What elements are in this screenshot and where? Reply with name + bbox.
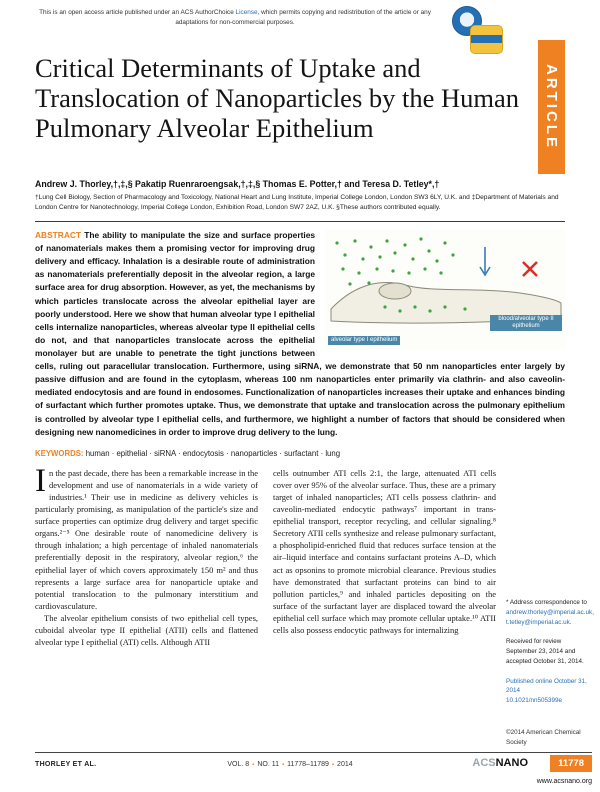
abstract-text: The ability to manipulate the size and surface properties of nanomaterials makes them a promising vector for improving drug delivery and efficacy. Inhalation is a desirable route of administration as nanomaterials preferentially deposit in the alveolar region, a large surface area for drug absorption. However, as yet, the mechanisms by which particles translocate across the alveolar epithelial layer are poorly understood. Here we show that human alveolar type I epithelial cells internalize nanoparticles, whereas alveolar type II epithelial cells do not, and that nanoparticles translocate across the epithelial monolayer but are unable to penetrate the tight junctions between cells, ruling out paracellular translocation. Furthermore, using siRNA, we demonstrate that 50 nm nanoparticles enter largely by passive diffusion and are found in the cytoplasm, whereas 100 nm nanoparticles enter primarily via clathrin- and also caveolin-mediated endocytosis and are found in endosomes. Functionalization of nanoparticles increases their uptake and enhances binding of surfactant which further promotes uptake. Thus, we demonstrate that uptake and translocation across the pulmonary epithelium is controlled by alveolar type I epithelial cells, and furthermore, we highlight a number of factors that should be considered when designing new nanomedicines in order to improve drug delivery to the lung. xyxy=(35,230,565,437)
red-x-icon xyxy=(523,262,537,276)
body-paragraph-1 xyxy=(35,463,258,612)
license-link[interactable]: License xyxy=(235,9,258,16)
authors-line: Andrew J. Thorley,†,‡,§ Pakatip Ruenraroengsak,†,‡,§ Thomas E. Potter,† and Teresa D. Tetley*,† xyxy=(35,179,440,189)
abstract-label: ABSTRACT xyxy=(35,230,82,240)
page-title: Critical Determinants of Uptake and Translocation of Nanoparticles by the Human Pulmonary Alveolar Epithelium xyxy=(35,53,520,143)
keywords-label: KEYWORDS: xyxy=(35,449,84,458)
correspondence-note xyxy=(506,598,593,627)
badge-band xyxy=(471,35,502,43)
body-columns xyxy=(35,463,497,648)
article-banner-label: ARTICLE xyxy=(543,64,560,150)
notice-text-post: , which permits copying and redistribution of the article or any adaptations for non-commercial purposes. xyxy=(175,9,431,26)
separator-icon: ▪ xyxy=(281,762,285,768)
affiliations: †Lung Cell Biology, Section of Pharmacology and Toxicology, National Heart and Lung Institute, Imperial College London, London SW3 6LY, U.K. and ‡Department of Materials and London Centre for Nanotechnology, Imperial College London, Exhibition Road, London SW7 2AZ, U.K. §These authors contributed equally. xyxy=(35,194,559,211)
body-paragraph-1-text: n the past decade, there has been a remarkable increase in the development and use of nanomaterials in a wide variety of industries.¹ Their use in medicine as delivery vehicles is particularly promising, as manipulation of the particle's size and surface properties can optimize drug delivery and target specific organs.²⁻⁵ One desirable route of nanomedicine delivery is through inhalation; a high percentage of inhaled nanomaterials preferentially deposit in the respiratory, alveolar region,⁶ the epithelial layer of which covers approximately 150 m² and thus represents a large surface area for nanoparticle uptake and potential translocation to the pulmonary interstitium and cardiovasculature. xyxy=(35,468,258,611)
acsnano-logo-acs: ACS xyxy=(472,757,496,769)
separator-icon: ▪ xyxy=(331,762,335,768)
copyright-note: ©2014 American Chemical Society xyxy=(506,728,581,746)
alveolar-epithelium-sketch xyxy=(325,229,565,349)
published-note xyxy=(506,677,593,706)
footer-running-authors: THORLEY ET AL. xyxy=(35,761,97,768)
keywords-row xyxy=(35,449,565,458)
abstract-section xyxy=(35,229,565,439)
notice-text-pre: This is an open access article published under an ACS AuthorChoice xyxy=(39,9,236,16)
email-link-2[interactable]: t.tetley@imperial.ac.uk. xyxy=(506,618,572,626)
figure-label-blood: blood/alveolar type II epithelium xyxy=(490,315,562,331)
body-column-right xyxy=(273,467,496,648)
body-column-left xyxy=(35,463,258,648)
article-type-banner xyxy=(538,40,565,174)
footer-issue: NO. 11 xyxy=(257,761,279,768)
email-link-1[interactable]: andrew.thorley@imperial.ac.uk, xyxy=(506,608,594,616)
footer-volume-info xyxy=(165,761,415,768)
cell-nucleus xyxy=(379,283,411,299)
translocation-arrow-icon xyxy=(480,247,490,275)
page-number-badge: 11778 xyxy=(550,755,592,772)
received-note: Received for review September 23, 2014 and accepted October 31, 2014. xyxy=(506,638,584,665)
keywords-text: human · epithelial · siRNA · endocytosis · nanoparticles · surfactant · lung xyxy=(85,449,341,458)
abstract-graphic xyxy=(325,229,565,349)
drop-cap: I xyxy=(35,463,46,499)
website-link[interactable]: www.acsnano.org xyxy=(536,778,592,785)
page-footer xyxy=(35,752,592,777)
acsnano-logo-nano: NANO xyxy=(495,757,528,769)
footer-year: 2014 xyxy=(337,761,353,768)
figure-label-type-i: alveolar type I epithelium xyxy=(328,336,400,345)
abstract-divider xyxy=(35,221,565,222)
published-date: Published online October 31, 2014 xyxy=(506,677,587,695)
body-paragraph-2: The alveolar epithelium consists of two epithelial cell types, cuboidal alveolar type II epithelial (ATII) cells and flattened alveolar type I epithelial (ATI) cells. Although ATII xyxy=(35,612,258,647)
correspondence-label: * Address correspondence to xyxy=(506,599,587,606)
footer-pages: 11778–11789 xyxy=(287,761,329,768)
open-access-badge-icon xyxy=(470,25,503,54)
separator-icon: ▪ xyxy=(252,762,255,768)
doi-link[interactable]: 10.1021/nn505399e xyxy=(506,697,563,704)
acsnano-logo xyxy=(472,757,528,769)
body-paragraph-3: cells outnumber ATI cells 2:1, the large, attenuated ATI cells cover over 95% of the alveolar surface. Thus, these are a primary target of inhaled nanoparticles; ATI cells possess clathrin- and caveolin-mediated endocytic pathways⁷ important in trans-epithelial transport, receptor recycling, and cellular signaling.⁸ Secretory ATII cells synthesize and release pulmonary surfactant, a phospholipid-enriched fluid that reduces surface tension at the air–liquid interface and contains surfactant proteins A–D, which act as opsonins to promote microbial clearance. Previous studies have demonstrated that surfactant proteins can bind to air pollution particles,⁹ and inhaled particles depositing on the surface of the surfactant layer are displaced toward the alveolar epithelial cell surface which may promote cellular uptake.¹⁰ ATII cells also possess endocytic pathways for internalizing xyxy=(273,468,496,635)
open-access-notice xyxy=(35,8,435,27)
footer-vol: VOL. 8 xyxy=(227,761,250,768)
margin-notes xyxy=(506,598,593,747)
